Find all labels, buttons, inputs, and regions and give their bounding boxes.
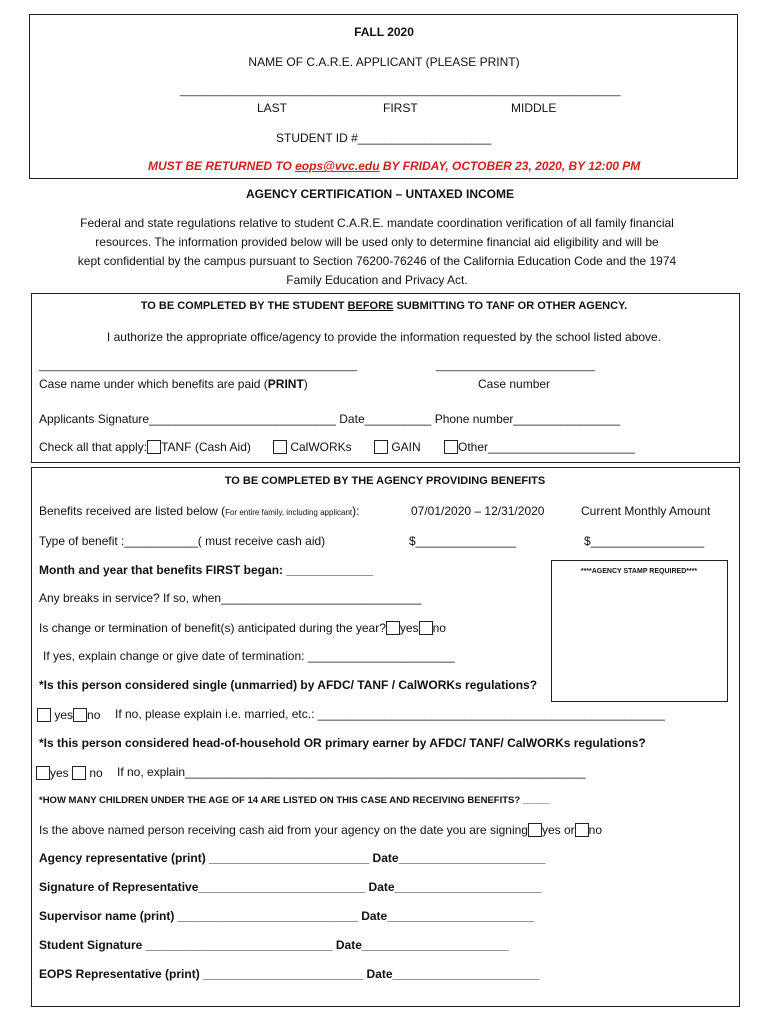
middle-label: MIDDLE	[511, 101, 557, 115]
deadline-prefix: MUST BE RETURNED TO	[148, 159, 296, 173]
benefits-post: ):	[352, 504, 360, 518]
hoh-yes-label: yes	[50, 766, 69, 780]
case-number-field[interactable]: __________________________	[436, 360, 596, 372]
change-question	[39, 621, 446, 635]
supervisor-name-line[interactable]: Supervisor name (print) ___________________________ Date______________________	[39, 909, 535, 923]
gain-checkbox[interactable]	[374, 440, 388, 454]
case-name-label	[39, 378, 308, 390]
agency-stamp-label: ****AGENCY STAMP REQUIRED****	[580, 568, 698, 575]
authorize-statement: I authorize the appropriate office/agency to provide the information requested by the school listed above.	[106, 330, 662, 344]
benefits-pre: Benefits received are listed below (	[39, 504, 226, 518]
benefit-period: 07/01/2020 – 12/31/2020	[411, 504, 545, 518]
tanf-checkbox[interactable]	[147, 440, 161, 454]
hoh-no-checkbox[interactable]	[72, 766, 86, 780]
last-label: LAST	[257, 101, 288, 115]
intro-line-4: Family Education and Privacy Act.	[286, 273, 468, 287]
single-no-checkbox[interactable]	[73, 708, 87, 722]
student-title-emph: BEFORE	[347, 300, 394, 312]
tanf-label: TANF (Cash Aid)	[161, 440, 251, 454]
cash-aid-question-text: Is the above named person receiving cash aid from your agency on the date you are signing	[39, 823, 528, 837]
change-question-text: Is change or termination of benefit(s) anticipated during the year?	[39, 621, 386, 635]
first-began-field[interactable]: Month and year that benefits FIRST began: _____________	[39, 563, 374, 577]
calworks-label: CalWORKs	[290, 440, 352, 454]
calworks-option	[273, 440, 352, 454]
case-number-label: Case number	[478, 377, 551, 391]
hoh-yes-checkbox[interactable]	[36, 766, 50, 780]
applicant-name-field[interactable]: ________________________________________________________________________	[180, 85, 621, 97]
cash-aid-yes-or-label: yes or	[541, 823, 575, 837]
check-all-row	[39, 440, 251, 454]
case-name-label-pre: Case name under which benefits are paid (	[39, 377, 268, 391]
children-question: *HOW MANY CHILDREN UNDER THE AGE OF 14 ARE LISTED ON THIS CASE AND RECEIVING BENEFITS? _____	[39, 795, 550, 806]
applicant-name-label: NAME OF C.A.R.E. APPLICANT (PLEASE PRINT)	[248, 55, 520, 69]
single-question: *Is this person considered single (unmarried) by AFDC/ TANF / CalWORKs regulations?	[39, 678, 538, 692]
period-amount-field[interactable]: $_______________	[409, 534, 516, 548]
student-title-post: SUBMITTING TO TANF OR OTHER AGENCY.	[393, 300, 628, 312]
hoh-explain-field[interactable]: If no, explain____________________________________________________________	[117, 765, 586, 779]
student-id-field[interactable]: STUDENT ID #____________________	[276, 131, 492, 145]
hoh-no-label: no	[89, 766, 103, 780]
single-explain-field[interactable]: If no, please explain i.e. married, etc.: ____________________________________________________	[115, 707, 665, 721]
monthly-amount-field[interactable]: $_________________	[584, 534, 705, 548]
cash-aid-yes-checkbox[interactable]	[528, 823, 542, 837]
case-name-label-post: )	[303, 377, 308, 391]
intro-line-1: Federal and state regulations relative to student C.A.R.E. mandate coordination verification of all family financial	[80, 216, 674, 230]
cash-aid-no-checkbox[interactable]	[575, 823, 589, 837]
agency-stamp-box	[551, 560, 728, 702]
rep-signature-line[interactable]: Signature of Representative_________________________ Date______________________	[39, 880, 542, 894]
intro-line-3: kept confidential by the campus pursuant to Section 76200-76246 of the California Education Code and the 1974	[77, 254, 677, 268]
single-no-label: no	[87, 708, 101, 722]
breaks-in-service-field[interactable]: Any breaks in service? If so, when______________________________	[39, 591, 422, 605]
change-yes-checkbox[interactable]	[386, 621, 400, 635]
deadline-email-link[interactable]: eops@vvc.edu	[295, 159, 380, 173]
hoh-question: *Is this person considered head-of-household OR primary earner by AFDC/ TANF/ CalWORKs regulations?	[39, 736, 646, 750]
gain-label: GAIN	[391, 440, 421, 454]
deadline-notice	[148, 160, 640, 172]
case-name-field[interactable]: ____________________________________________________	[39, 360, 358, 372]
other-checkbox[interactable]	[444, 440, 458, 454]
agency-section-title: TO BE COMPLETED BY THE AGENCY PROVIDING BENEFITS	[224, 475, 546, 487]
student-signature-line[interactable]: Student Signature ____________________________ Date______________________	[39, 938, 509, 952]
cash-aid-no-label: no	[588, 823, 603, 837]
deadline-suffix: BY FRIDAY, OCTOBER 23, 2020, BY 12:00 PM	[379, 159, 641, 173]
single-yes-checkbox[interactable]	[37, 708, 51, 722]
calworks-checkbox[interactable]	[273, 440, 287, 454]
current-monthly-label: Current Monthly Amount	[581, 504, 711, 518]
first-label: FIRST	[383, 101, 418, 115]
change-yes-label: yes	[399, 621, 419, 635]
type-of-benefit-field[interactable]: Type of benefit :___________( must receive cash aid)	[39, 534, 326, 548]
single-yes-label: yes	[54, 708, 74, 722]
benefits-received-label	[39, 505, 359, 517]
agency-rep-print-line[interactable]: Agency representative (print) ________________________ Date______________________	[39, 851, 546, 865]
student-section-title	[141, 301, 627, 312]
gain-option	[374, 440, 421, 454]
benefits-small: For entire family, including applicant	[225, 508, 353, 517]
case-name-label-bold: PRINT	[267, 377, 304, 391]
applicant-signature-line[interactable]: Applicants Signature____________________________ Date__________ Phone number________________	[39, 412, 621, 426]
change-no-label: no	[432, 621, 446, 635]
hoh-answer-row	[36, 766, 103, 780]
eops-rep-line[interactable]: EOPS Representative (print) ________________________ Date______________________	[39, 967, 540, 981]
change-no-checkbox[interactable]	[419, 621, 433, 635]
explain-change-field[interactable]: If yes, explain change or give date of termination: ______________________	[43, 649, 455, 663]
check-all-label: Check all that apply:	[39, 440, 148, 454]
other-label[interactable]: Other______________________	[458, 440, 635, 454]
other-option	[444, 440, 635, 454]
agency-certification-title: AGENCY CERTIFICATION – UNTAXED INCOME	[245, 187, 515, 201]
term-title: FALL 2020	[354, 25, 414, 39]
cash-aid-question	[39, 823, 602, 837]
single-answer-row	[37, 708, 100, 722]
intro-line-2: resources. The information provided below will be used only to determine financial aid eligibility and will be	[95, 235, 659, 249]
student-title-pre: TO BE COMPLETED BY THE STUDENT	[140, 300, 348, 312]
